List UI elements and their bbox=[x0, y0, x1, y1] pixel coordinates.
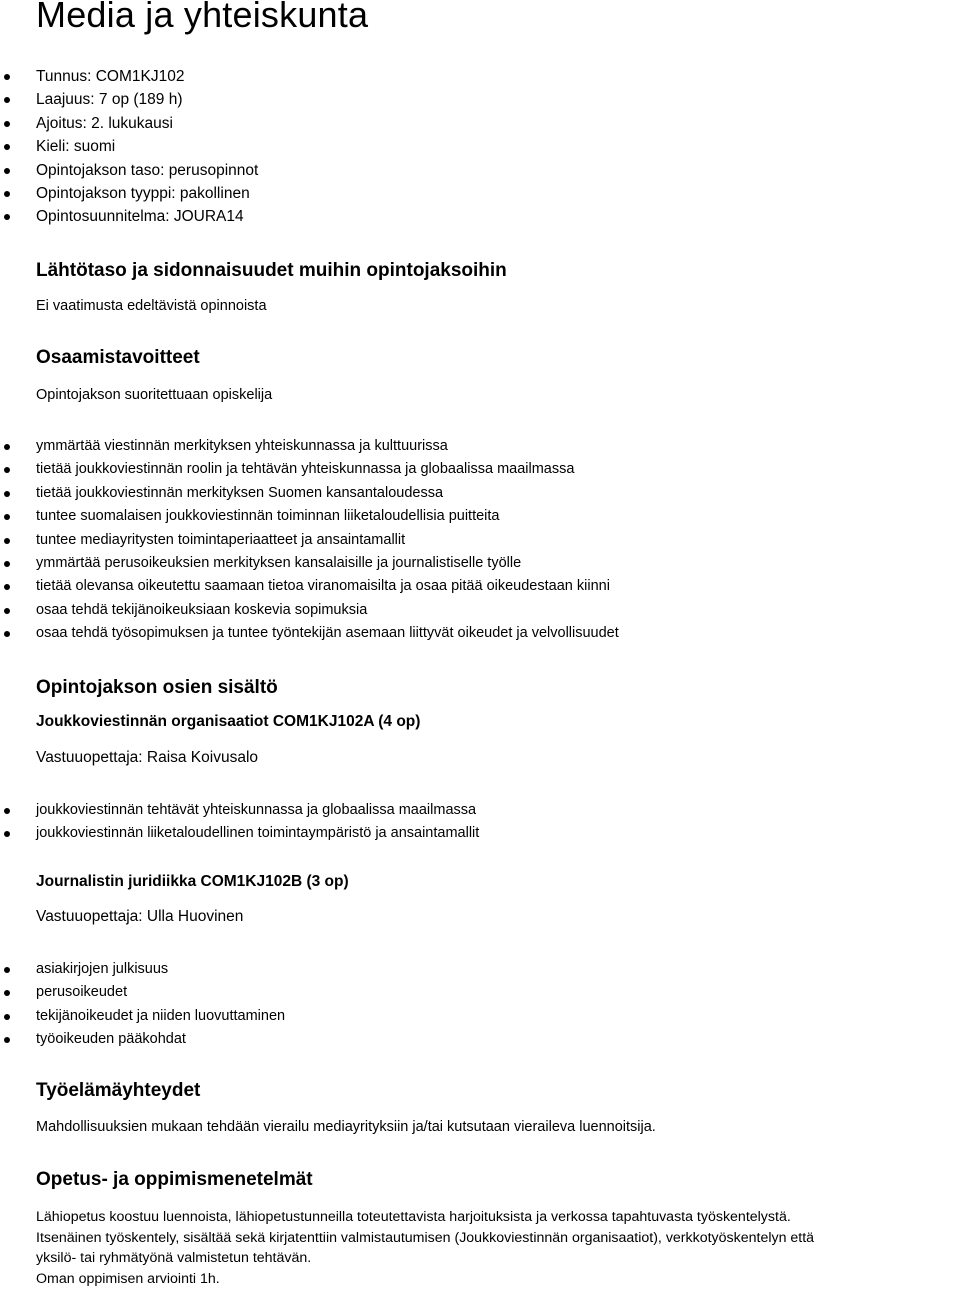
methods-line: Itsenäinen työskentely, sisältää sekä kirjatenttiin valmistautumisen (Joukkoviestinnän organisaatiot), verkkotyöskentelyn että bbox=[36, 1229, 815, 1246]
list-item: Kieli: suomi bbox=[0, 135, 960, 158]
part-b-teacher: Vastuuopettaja: Ulla Huovinen bbox=[36, 908, 244, 925]
part-a-teacher: Vastuuopettaja: Raisa Koivusalo bbox=[36, 749, 259, 766]
prerequisites-heading: Lähtötaso ja sidonnaisuudet muihin opintojaksoihin bbox=[36, 260, 507, 281]
worklife-heading: Työelämäyhteydet bbox=[36, 1080, 201, 1101]
list-item: Ajoitus: 2. lukukausi bbox=[0, 112, 960, 135]
list-item: Opintojakson tyyppi: pakollinen bbox=[0, 182, 960, 205]
list-item: tietää joukkoviestinnän roolin ja tehtävän yhteiskunnassa ja globaalissa maailmassa bbox=[0, 458, 960, 481]
course-info-list bbox=[0, 65, 960, 229]
list-item: tekijänoikeudet ja niiden luovuttaminen bbox=[0, 1005, 960, 1028]
methods-text bbox=[36, 1207, 958, 1289]
list-item: ymmärtää perusoikeuksien merkityksen kansalaisille ja journalistiselle työlle bbox=[0, 552, 960, 575]
part-a-title: Joukkoviestinnän organisaatiot COM1KJ102A (4 op) bbox=[36, 713, 421, 730]
list-item: Opintojakson taso: perusopinnot bbox=[0, 159, 960, 182]
methods-heading: Opetus- ja oppimismenetelmät bbox=[36, 1169, 313, 1190]
list-item: osaa tehdä työsopimuksen ja tuntee työntekijän asemaan liittyvät oikeudet ja velvollisuudet bbox=[0, 622, 960, 645]
worklife-text: Mahdollisuuksien mukaan tehdään vierailu mediayrityksiin ja/tai kutsutaan vieraileva luennoitsija. bbox=[36, 1119, 656, 1135]
list-item: joukkoviestinnän tehtävät yhteiskunnassa ja globaalissa maailmassa bbox=[0, 799, 960, 822]
methods-line: Oman oppimisen arviointi 1h. bbox=[36, 1270, 220, 1287]
methods-line: yksilö- tai ryhmätyönä valmistetun tehtävän. bbox=[36, 1250, 312, 1266]
list-item: tuntee mediayritysten toimintaperiaatteet ja ansaintamallit bbox=[0, 529, 960, 552]
objectives-heading: Osaamistavoitteet bbox=[36, 347, 200, 368]
list-item: työoikeuden pääkohdat bbox=[0, 1028, 960, 1051]
list-item: tuntee suomalaisen joukkoviestinnän toiminnan liiketaloudellisia puitteita bbox=[0, 505, 960, 528]
page-title: Media ja yhteiskunta bbox=[36, 0, 369, 35]
part-b-title: Journalistin juridiikka COM1KJ102B (3 op) bbox=[36, 873, 349, 890]
list-item: asiakirjojen julkisuus bbox=[0, 958, 960, 981]
objectives-list bbox=[0, 435, 960, 646]
list-item: Tunnus: COM1KJ102 bbox=[0, 65, 960, 88]
list-item: osaa tehdä tekijänoikeuksiaan koskevia sopimuksia bbox=[0, 599, 960, 622]
list-item: tietää olevansa oikeutettu saamaan tietoa viranomaisilta ja osaa pitää oikeudestaan kiinni bbox=[0, 575, 960, 598]
list-item: Laajuus: 7 op (189 h) bbox=[0, 88, 960, 111]
list-item: Opintosuunnitelma: JOURA14 bbox=[0, 205, 960, 228]
contents-heading: Opintojakson osien sisältö bbox=[36, 677, 278, 698]
part-b-list bbox=[0, 958, 960, 1052]
list-item: ymmärtää viestinnän merkityksen yhteiskunnassa ja kulttuurissa bbox=[0, 435, 960, 458]
prerequisites-text: Ei vaatimusta edeltävistä opinnoista bbox=[36, 298, 267, 314]
list-item: tietää joukkoviestinnän merkityksen Suomen kansantaloudessa bbox=[0, 482, 960, 505]
part-a-list bbox=[0, 799, 960, 846]
list-item: perusoikeudet bbox=[0, 981, 960, 1004]
methods-line: Lähiopetus koostuu luennoista, lähiopetustunneilla toteutettavista harjoituksista ja verkossa tapahtuvasta työskentelystä. bbox=[36, 1209, 791, 1225]
objectives-intro: Opintojakson suoritettuaan opiskelija bbox=[36, 387, 273, 403]
list-item: joukkoviestinnän liiketaloudellinen toimintaympäristö ja ansaintamallit bbox=[0, 822, 960, 845]
